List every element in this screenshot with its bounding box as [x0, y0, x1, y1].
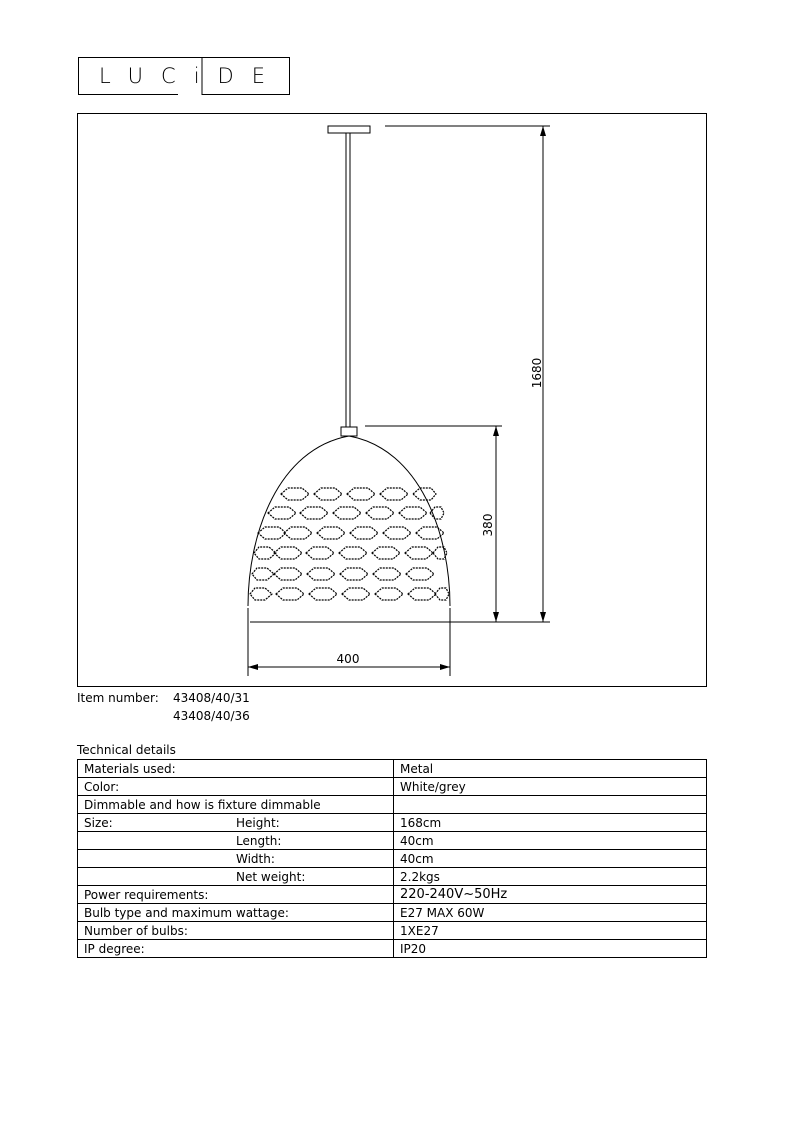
spec-label-cell: [78, 850, 394, 868]
spec-label: IP degree:: [84, 941, 145, 956]
pendant-lamp-drawing: [78, 114, 708, 688]
spec-value: 40cm: [394, 832, 707, 850]
table-row: [78, 886, 707, 904]
spec-label: Size:: [84, 815, 113, 830]
spec-label-cell: [78, 868, 394, 886]
spec-label-cell: [78, 940, 394, 958]
spec-value: White/grey: [394, 778, 707, 796]
spec-value: 40cm: [394, 850, 707, 868]
table-row: [78, 832, 707, 850]
spec-label-cell: [78, 886, 394, 904]
item-number-value: 43408/40/36: [173, 709, 250, 723]
spec-value: 220-240V~50Hz: [394, 886, 707, 904]
spec-sublabel: Width:: [236, 851, 275, 866]
dim-width-label: 400: [336, 652, 360, 666]
lamp-holder: [341, 427, 357, 436]
spec-label-cell: [78, 922, 394, 940]
table-row: [78, 850, 707, 868]
spec-sublabel: Height:: [236, 815, 280, 830]
table-row: [78, 796, 707, 814]
table-row: [78, 940, 707, 958]
spec-label: Materials used:: [84, 761, 176, 776]
spec-value: Metal: [394, 760, 707, 778]
spec-sublabel: Net weight:: [236, 869, 306, 884]
spec-label: Dimmable and how is fixture dimmable: [84, 797, 321, 812]
spec-label-cell: [78, 760, 394, 778]
item-number-value: 43408/40/31: [173, 691, 250, 705]
spec-label-cell: [78, 778, 394, 796]
item-numbers: [77, 689, 250, 725]
dim-total-height-label: 1680: [530, 357, 544, 389]
spec-label: Color:: [84, 779, 120, 794]
ceiling-canopy: [328, 126, 370, 133]
hexagon-pattern: [250, 488, 449, 600]
spec-value: 2.2kgs: [394, 868, 707, 886]
logo-wordmark: LUCiDE: [99, 64, 283, 88]
table-row: [78, 868, 707, 886]
brand-logo: [78, 57, 290, 95]
spec-label: [84, 834, 236, 848]
item-number-label: Item number:: [77, 691, 159, 705]
spec-value: [394, 796, 707, 814]
table-row: [78, 760, 707, 778]
spec-label: Power requirements:: [84, 887, 209, 902]
spec-value: 1XE27: [394, 922, 707, 940]
spec-value: 168cm: [394, 814, 707, 832]
spec-label: Bulb type and maximum wattage:: [84, 905, 289, 920]
dimension-total-height: [250, 126, 550, 622]
table-row: [78, 922, 707, 940]
spec-label-cell: [78, 832, 394, 850]
technical-details-table: [77, 759, 707, 958]
table-row: [78, 778, 707, 796]
spec-value: E27 MAX 60W: [394, 904, 707, 922]
spec-sublabel: Length:: [236, 833, 282, 848]
table-row: [78, 814, 707, 832]
dim-shade-height-label: 380: [481, 513, 495, 537]
spec-label: [84, 870, 236, 884]
technical-details-title: Technical details: [77, 743, 176, 757]
spec-label: [84, 852, 236, 866]
spec-label-cell: [78, 796, 394, 814]
spec-value: IP20: [394, 940, 707, 958]
spec-label: Number of bulbs:: [84, 923, 188, 938]
table-row: [78, 904, 707, 922]
technical-drawing: [77, 113, 707, 687]
spec-label-cell: [78, 904, 394, 922]
spec-label-cell: [78, 814, 394, 832]
